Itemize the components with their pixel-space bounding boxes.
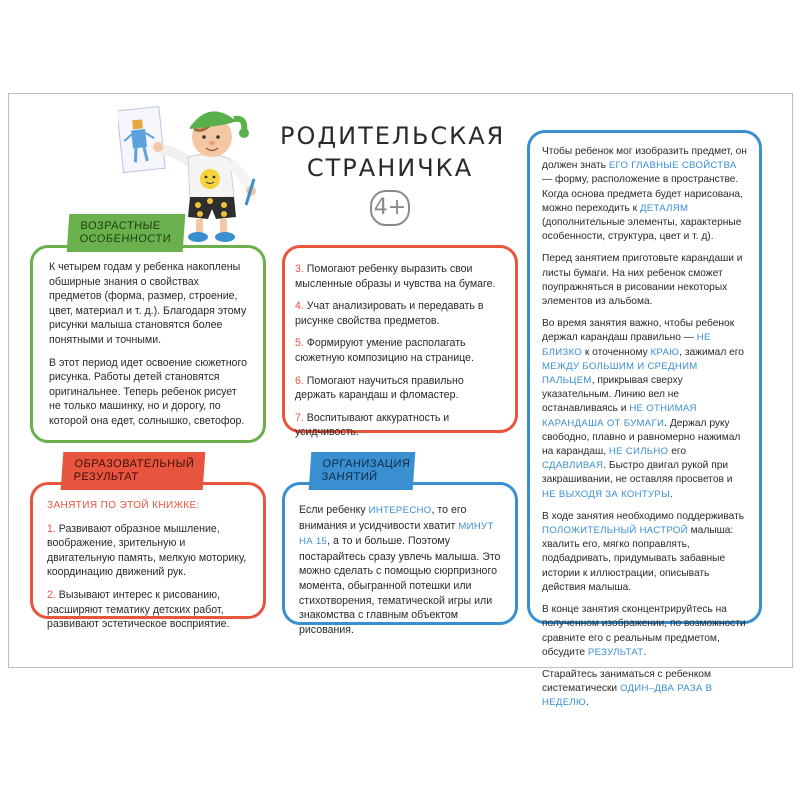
list-item: 4. Учат анализировать и передавать в рисунке свойства предметов. bbox=[295, 300, 484, 327]
tips-p3: Во время занятия важно, чтобы ребенок держал карандаш правильно — НЕ БЛИЗКО к оточенному КРАЮ, зажимал его МЕЖДУ БОЛЬШИМ И СРЕДНИМ ПАЛЬЦЕМ, прикрывая сверху указательным. Линию вел не останавливаясь и НЕ ОТНИМАЯ КАРАНДАША ОТ БУМАГИ. Держал руку свободно, плавно и равномерно нажимал на карандаш, НЕ СИЛЬНО его СДАВЛИВАЯ. Быстро двигал рукой при закрашивании, не оставляя просветов и НЕ ВЫХОДЯ ЗА КОНТУРЫ. bbox=[542, 318, 744, 500]
tips-p5: В конце занятия сконцентрируйтесь на полученном изображении, по возможности сравните его с реальным предметом, обсудите РЕЗУЛЬТАТ. bbox=[542, 604, 746, 658]
list-item: 2. Вызывают интерес к рисованию, расширяют тематику детских работ, развивают эстетическое восприятие. bbox=[47, 588, 230, 631]
item-number: 3. bbox=[295, 263, 304, 275]
age-badge: 4+ bbox=[370, 190, 410, 226]
age-features-label: ВОЗРАСТНЫЕ ОСОБЕННОСТИ bbox=[67, 214, 186, 252]
page-title bbox=[280, 120, 506, 184]
item-number: 6. bbox=[295, 374, 304, 387]
item-number: 5. bbox=[295, 337, 304, 350]
edu-result-box bbox=[30, 482, 266, 631]
list-item: 3. Помогают ребенку выразить свои мысленные образы и чувства на бумаге. bbox=[295, 263, 496, 290]
list-item: 7. Воспитывают аккуратность и усидчивость. bbox=[295, 411, 450, 439]
age-features-p1: К четырем годам у ребенка накоплены обширные знания о свойствах предметов (форма, размер, строение, цвет, материал и т. д.). Благодаря этому рисунки малыша становятся более понятными и точными. bbox=[49, 261, 247, 346]
title-line-1: РОДИТЕЛЬСКАЯ bbox=[280, 122, 506, 150]
edu-result-heading: ЗАНЯТИЯ ПО ЭТОЙ КНИЖКЕ: bbox=[47, 500, 200, 511]
tips-box bbox=[527, 130, 762, 709]
tips-p6: Старайтесь заниматься с ребенком систематически ОДИН–ДВА РАЗА В НЕДЕЛЮ. bbox=[542, 668, 713, 709]
list-item: 5. Формируют умение располагать сюжетную композицию на странице. bbox=[295, 337, 474, 364]
skills-box bbox=[282, 245, 518, 439]
item-number: 4. bbox=[295, 300, 304, 313]
item-number: 7. bbox=[295, 411, 304, 424]
title-line-2: СТРАНИЧКА bbox=[306, 154, 474, 182]
list-item: 1. Развивают образное мышление, воображение, зрительную и двигательную память, мелкую моторику, координацию движений рук. bbox=[47, 522, 247, 579]
age-features-p2: В этот период идет освоение сюжетного рисунка. Работы детей становятся оригинальнее. Теперь ребенок рисует не только машинку, но и дорогу, по которой она едет, солнышко, светофор. bbox=[49, 356, 247, 427]
tips-p2: Перед занятием приготовьте карандаши и листы бумаги. На них ребенок сможет поупражняться в рисовании некоторых элементов из альбома. bbox=[542, 253, 743, 308]
tips-p1: Чтобы ребенок мог изобразить предмет, он должен знать ЕГО ГЛАВНЫЕ СВОЙСТВА — форму, расположение в пространстве. Когда основа предмета будет нарисована, можно переходить к ДЕТАЛЯМ (дополнительные элементы, характерные особенности, структура, цвет и т. д). bbox=[542, 146, 747, 243]
organization-box bbox=[282, 482, 518, 636]
tips-p4: В ходе занятия необходимо поддерживать ПОЛОЖИТЕЛЬНЫЙ НАСТРОЙ малыша: хвалить его, мягко поправлять, подбадривать, придумывать забавные истории к иллюстрации, описывать действия малыша. bbox=[542, 510, 745, 593]
organization-text: Если ребенку ИНТЕРЕСНО, то его внимания и усидчивости хватит МИНУТ НА 15, а то и больше. Поэтому постарайтесь сразу увлечь малыша. Это можно сделать с помощью сюрпризного момента, обыгранной потешки или стихотворения, тематической игры или знакомства с главным объектом рисования. bbox=[299, 504, 501, 636]
edu-result-label: ОБРАЗОВАТЕЛЬНЫЙ РЕЗУЛЬТАТ bbox=[61, 452, 206, 490]
list-item: 6. Помогают научиться правильно держать карандаш и фломастер. bbox=[295, 374, 464, 402]
age-features-box bbox=[30, 245, 266, 443]
organization-label: ОРГАНИЗАЦИЯ ЗАНЯТИЙ bbox=[309, 452, 416, 490]
